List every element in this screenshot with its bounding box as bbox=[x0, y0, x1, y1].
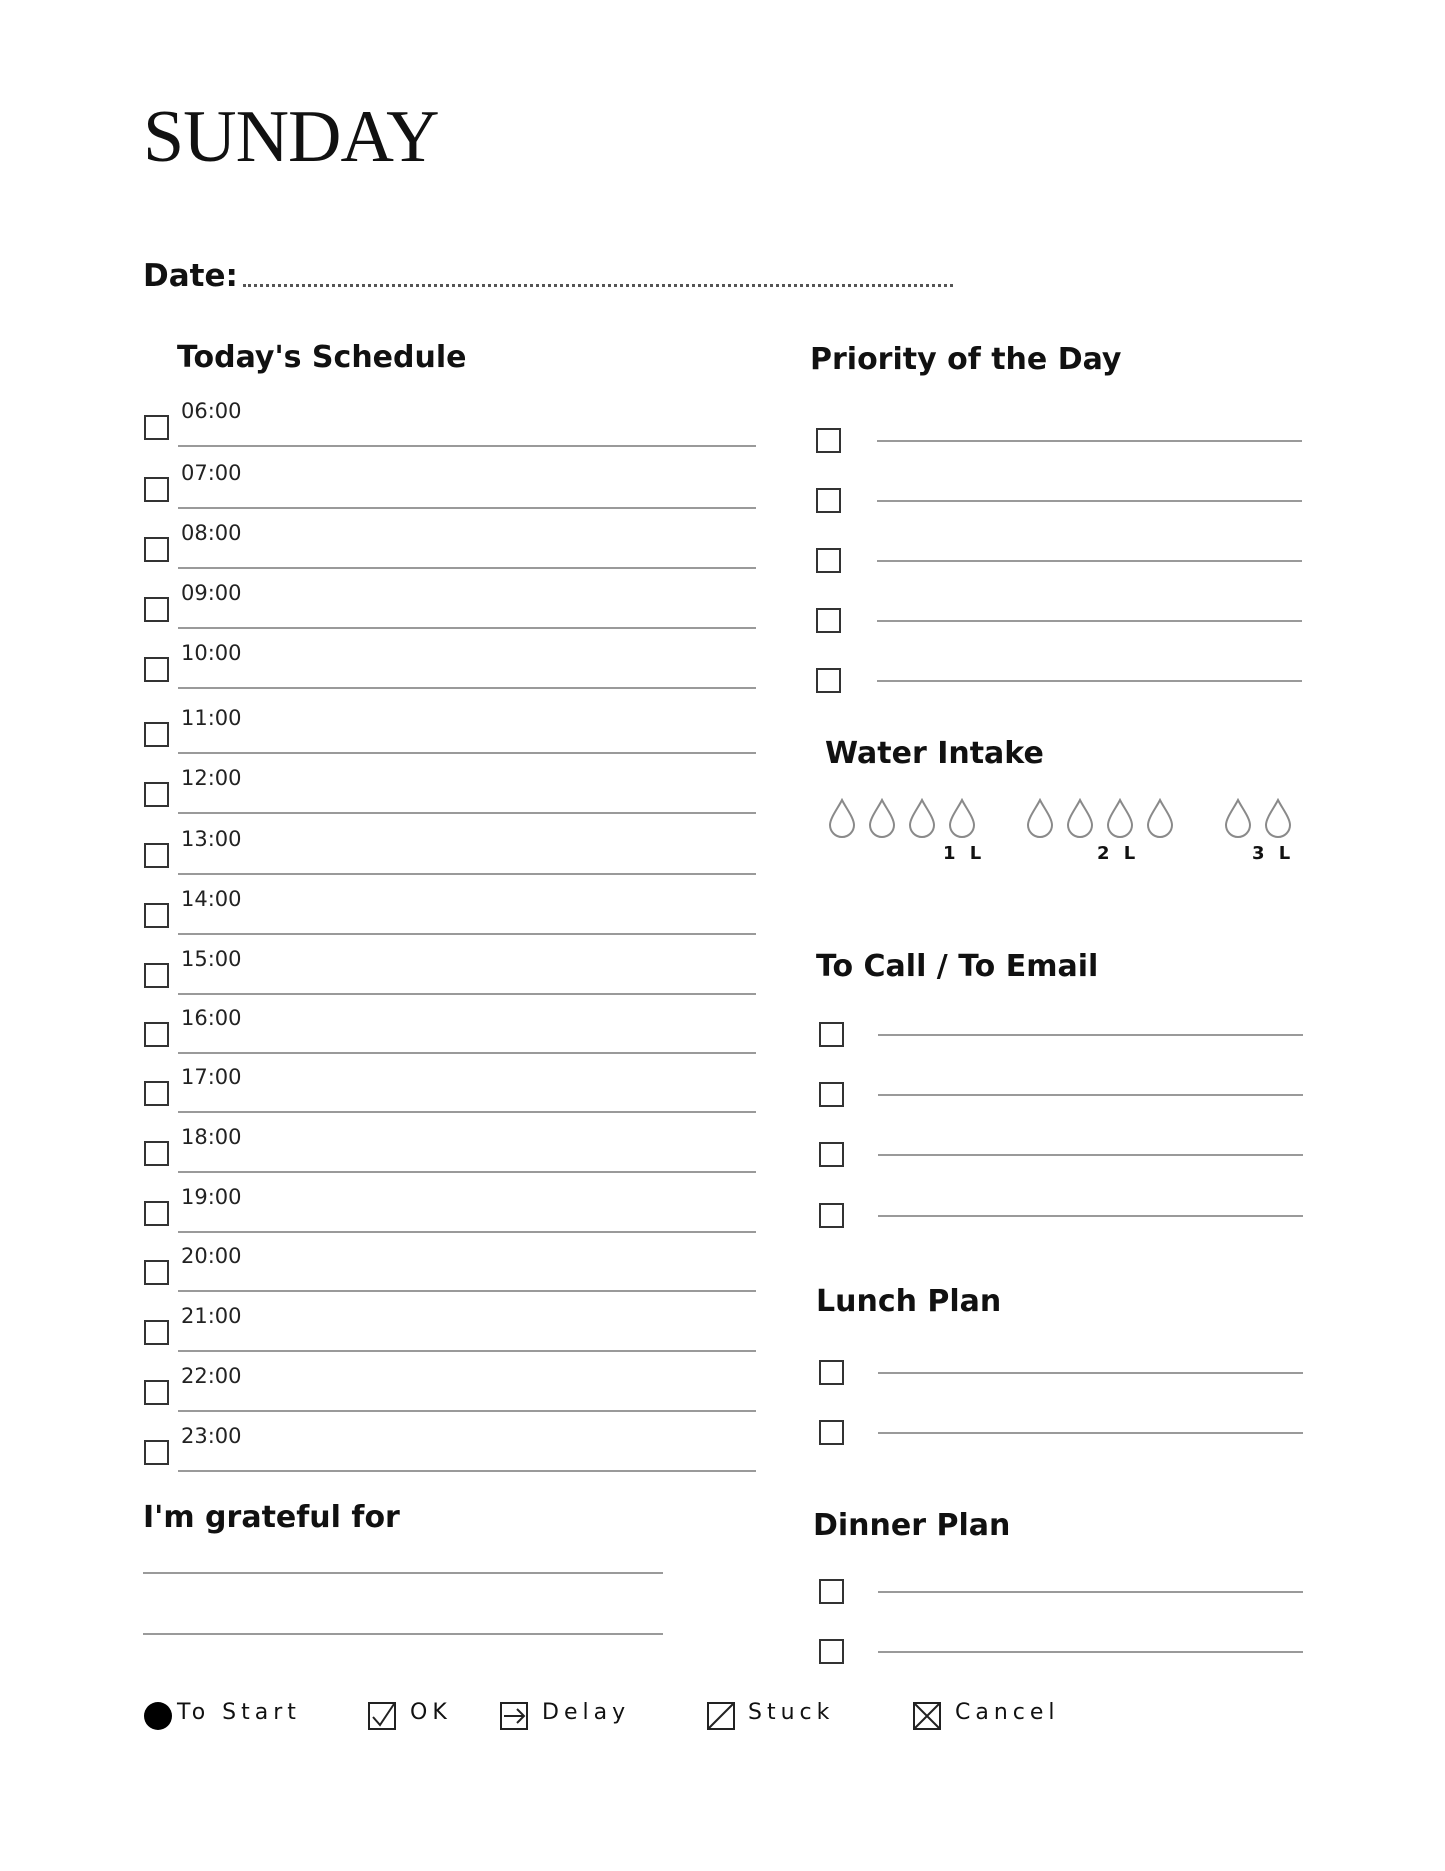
call-email-line[interactable] bbox=[878, 1034, 1303, 1036]
grateful-heading: I'm grateful for bbox=[143, 1500, 400, 1535]
schedule-line[interactable] bbox=[178, 1290, 756, 1292]
schedule-line[interactable] bbox=[178, 993, 756, 995]
dinner-heading: Dinner Plan bbox=[813, 1508, 1011, 1543]
crossed-box-icon bbox=[913, 1702, 941, 1730]
water-drop-icon[interactable] bbox=[1224, 798, 1252, 838]
priority-line[interactable] bbox=[877, 680, 1302, 682]
grateful-line[interactable] bbox=[143, 1572, 663, 1574]
water-drop-icon[interactable] bbox=[1146, 798, 1174, 838]
call-email-checkbox[interactable] bbox=[819, 1082, 844, 1107]
schedule-line[interactable] bbox=[178, 1052, 756, 1054]
schedule-checkbox[interactable] bbox=[144, 597, 169, 622]
water-drop-icon[interactable] bbox=[868, 798, 896, 838]
priority-checkbox[interactable] bbox=[816, 668, 841, 693]
schedule-time: 20:00 bbox=[181, 1244, 242, 1268]
schedule-heading: Today's Schedule bbox=[177, 340, 467, 375]
dinner-line[interactable] bbox=[878, 1651, 1303, 1653]
schedule-time: 09:00 bbox=[181, 581, 242, 605]
lunch-checkbox[interactable] bbox=[819, 1360, 844, 1385]
arrow-box-icon bbox=[500, 1702, 528, 1730]
dinner-checkbox[interactable] bbox=[819, 1639, 844, 1664]
priority-checkbox[interactable] bbox=[816, 608, 841, 633]
call-email-line[interactable] bbox=[878, 1154, 1303, 1156]
water-drop-icon[interactable] bbox=[1106, 798, 1134, 838]
priority-checkbox[interactable] bbox=[816, 428, 841, 453]
lunch-line[interactable] bbox=[878, 1432, 1303, 1434]
legend-to-start: To Start bbox=[177, 1700, 301, 1725]
schedule-checkbox[interactable] bbox=[144, 782, 169, 807]
schedule-time: 16:00 bbox=[181, 1006, 242, 1030]
schedule-checkbox[interactable] bbox=[144, 1201, 169, 1226]
schedule-line[interactable] bbox=[178, 1470, 756, 1472]
schedule-checkbox[interactable] bbox=[144, 1141, 169, 1166]
legend-ok: OK bbox=[410, 1700, 452, 1725]
priority-line[interactable] bbox=[877, 560, 1302, 562]
grateful-line[interactable] bbox=[143, 1633, 663, 1635]
schedule-time: 11:00 bbox=[181, 706, 242, 730]
call-email-checkbox[interactable] bbox=[819, 1203, 844, 1228]
water-drop-icon[interactable] bbox=[1026, 798, 1054, 838]
schedule-time: 07:00 bbox=[181, 461, 242, 485]
water-drop-icon[interactable] bbox=[1264, 798, 1292, 838]
schedule-checkbox[interactable] bbox=[144, 903, 169, 928]
water-drop-icon[interactable] bbox=[908, 798, 936, 838]
schedule-time: 13:00 bbox=[181, 827, 242, 851]
schedule-time: 21:00 bbox=[181, 1304, 242, 1328]
water-label-1l: 1 L bbox=[943, 843, 986, 864]
schedule-line[interactable] bbox=[178, 445, 756, 447]
legend-delay: Delay bbox=[542, 1700, 631, 1725]
schedule-line[interactable] bbox=[178, 1171, 756, 1173]
priority-checkbox[interactable] bbox=[816, 488, 841, 513]
checked-box-icon bbox=[368, 1702, 396, 1730]
water-drop-icon[interactable] bbox=[828, 798, 856, 838]
schedule-time: 10:00 bbox=[181, 641, 242, 665]
schedule-line[interactable] bbox=[178, 507, 756, 509]
water-drop-icon[interactable] bbox=[1066, 798, 1094, 838]
dinner-checkbox[interactable] bbox=[819, 1579, 844, 1604]
schedule-checkbox[interactable] bbox=[144, 1440, 169, 1465]
priority-checkbox[interactable] bbox=[816, 548, 841, 573]
schedule-line[interactable] bbox=[178, 933, 756, 935]
schedule-checkbox[interactable] bbox=[144, 843, 169, 868]
date-label: Date: bbox=[143, 258, 238, 294]
schedule-line[interactable] bbox=[178, 687, 756, 689]
schedule-time: 18:00 bbox=[181, 1125, 242, 1149]
schedule-checkbox[interactable] bbox=[144, 657, 169, 682]
schedule-time: 14:00 bbox=[181, 887, 242, 911]
schedule-time: 12:00 bbox=[181, 766, 242, 790]
page-title: SUNDAY bbox=[143, 96, 439, 178]
priority-line[interactable] bbox=[877, 500, 1302, 502]
schedule-line[interactable] bbox=[178, 1111, 756, 1113]
date-field[interactable] bbox=[243, 284, 953, 287]
schedule-time: 15:00 bbox=[181, 947, 242, 971]
lunch-checkbox[interactable] bbox=[819, 1420, 844, 1445]
legend-cancel: Cancel bbox=[955, 1700, 1060, 1725]
slashed-box-icon bbox=[707, 1702, 735, 1730]
schedule-checkbox[interactable] bbox=[144, 477, 169, 502]
schedule-checkbox[interactable] bbox=[144, 1022, 169, 1047]
call-email-checkbox[interactable] bbox=[819, 1022, 844, 1047]
priority-line[interactable] bbox=[877, 440, 1302, 442]
priority-line[interactable] bbox=[877, 620, 1302, 622]
water-drop-icon[interactable] bbox=[948, 798, 976, 838]
water-label-3l: 3 L bbox=[1252, 843, 1295, 864]
schedule-time: 22:00 bbox=[181, 1364, 242, 1388]
schedule-line[interactable] bbox=[178, 1350, 756, 1352]
schedule-time: 23:00 bbox=[181, 1424, 242, 1448]
schedule-line[interactable] bbox=[178, 567, 756, 569]
call-email-line[interactable] bbox=[878, 1215, 1303, 1217]
schedule-line[interactable] bbox=[178, 812, 756, 814]
schedule-checkbox[interactable] bbox=[144, 722, 169, 747]
lunch-heading: Lunch Plan bbox=[816, 1284, 1002, 1319]
dinner-line[interactable] bbox=[878, 1591, 1303, 1593]
schedule-line[interactable] bbox=[178, 1231, 756, 1233]
schedule-checkbox[interactable] bbox=[144, 1081, 169, 1106]
schedule-checkbox[interactable] bbox=[144, 537, 169, 562]
schedule-checkbox[interactable] bbox=[144, 1320, 169, 1345]
filled-circle-icon bbox=[143, 1701, 173, 1731]
priority-heading: Priority of the Day bbox=[810, 342, 1122, 377]
water-label-2l: 2 L bbox=[1097, 843, 1140, 864]
schedule-time: 08:00 bbox=[181, 521, 242, 545]
schedule-line[interactable] bbox=[178, 627, 756, 629]
schedule-line[interactable] bbox=[178, 1410, 756, 1412]
water-heading: Water Intake bbox=[825, 736, 1044, 771]
schedule-line[interactable] bbox=[178, 873, 756, 875]
call-email-heading: To Call / To Email bbox=[816, 949, 1099, 984]
schedule-time: 19:00 bbox=[181, 1185, 242, 1209]
schedule-checkbox[interactable] bbox=[144, 1380, 169, 1405]
schedule-checkbox[interactable] bbox=[144, 415, 169, 440]
call-email-line[interactable] bbox=[878, 1094, 1303, 1096]
call-email-checkbox[interactable] bbox=[819, 1142, 844, 1167]
schedule-line[interactable] bbox=[178, 752, 756, 754]
lunch-line[interactable] bbox=[878, 1372, 1303, 1374]
schedule-checkbox[interactable] bbox=[144, 963, 169, 988]
schedule-checkbox[interactable] bbox=[144, 1260, 169, 1285]
schedule-time: 17:00 bbox=[181, 1065, 242, 1089]
legend-stuck: Stuck bbox=[748, 1700, 835, 1725]
schedule-time: 06:00 bbox=[181, 399, 242, 423]
